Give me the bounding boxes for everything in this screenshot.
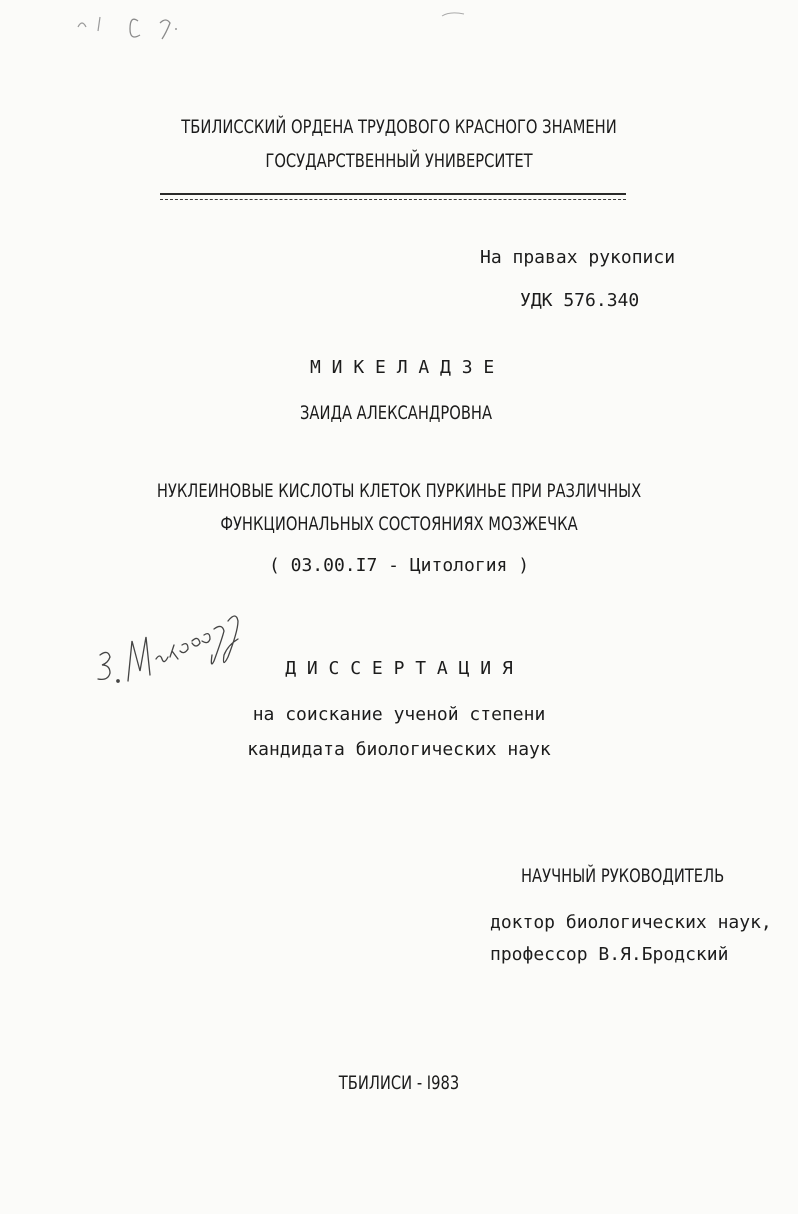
manuscript-rights: На правах рукописи [480, 247, 676, 268]
header-rule [160, 193, 626, 195]
supervisor-degree: доктор биологических наук, [490, 912, 772, 933]
handwritten-signature [90, 585, 260, 695]
header-rule-dashed [160, 199, 626, 200]
pencil-marks [60, 5, 200, 55]
supervisor-name: профессор В.Я.Бродский [490, 944, 729, 965]
author-surname: М И К Е Л А Д З Е [310, 357, 495, 378]
pencil-mark [440, 10, 470, 20]
work-type: Д И С С Е Р Т А Ц И Я [285, 658, 513, 679]
specialty-code: ( 03.00.I7 - Цитология ) [268, 555, 530, 576]
university-line-1: ТБИЛИССКИЙ ОРДЕНА ТРУДОВОГО КРАСНОГО ЗНАМЕНИ [181, 116, 617, 138]
degree-line-2: кандидата биологических наук [247, 739, 551, 760]
title-line-1: НУКЛЕИНОВЫЕ КИСЛОТЫ КЛЕТОК ПУРКИНЬЕ ПРИ РАЗЛИЧНЫХ [156, 480, 642, 502]
udc-code: УДК 576.340 [520, 290, 640, 311]
degree-line-1: на соискание ученой степени [252, 704, 546, 725]
city-year: ТБИЛИСИ - I983 [338, 1072, 460, 1094]
author-name: ЗАИДА АЛЕКСАНДРОВНА [300, 402, 493, 424]
university-line-2: ГОСУДАРСТВЕННЫЙ УНИВЕРСИТЕТ [265, 150, 533, 172]
title-line-2: ФУНКЦИОНАЛЬНЫХ СОСТОЯНИЯХ МОЗЖЕЧКА [220, 513, 578, 535]
supervisor-label: НАУЧНЫЙ РУКОВОДИТЕЛЬ [521, 865, 725, 887]
